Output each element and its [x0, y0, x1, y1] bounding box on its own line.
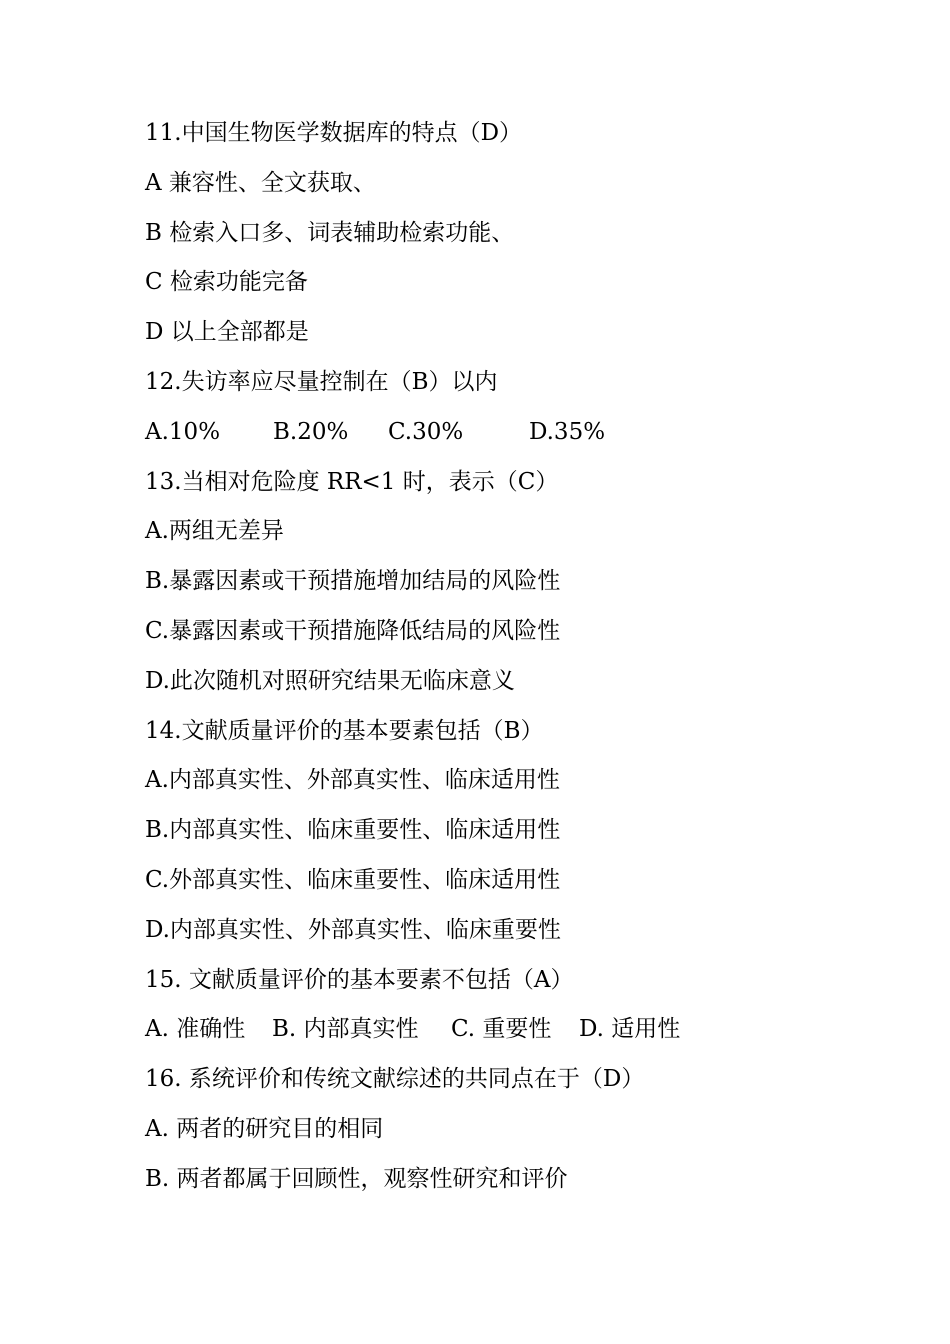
option-12-a: A.10%: [145, 418, 221, 445]
option-16-a: A. 两者的研究目的相同: [145, 1115, 384, 1142]
option-14-b: B.内部真实性、临床重要性、临床适用性: [145, 817, 561, 844]
option-11-d: D 以上全部都是: [145, 319, 309, 346]
option-13-b: B.暴露因素或干预措施增加结局的风险性: [145, 568, 561, 595]
option-12-c: C.30%: [388, 418, 464, 445]
option-14-c: C.外部真实性、临床重要性、临床适用性: [145, 866, 561, 893]
question-12: 12.失访率应尽量控制在（B）以内: [145, 368, 498, 395]
option-13-a: A.两组无差异: [145, 518, 284, 545]
question-16: 16. 系统评价和传统文献综述的共同点在于（D）: [145, 1066, 645, 1093]
option-11-a: A 兼容性、全文获取、: [145, 169, 376, 196]
option-14-a: A.内部真实性、外部真实性、临床适用性: [145, 767, 560, 794]
options-15: [145, 1005, 845, 1055]
question-15: 15. 文献质量评价的基本要素不包括（A）: [145, 966, 574, 993]
option-11-b: B 检索入口多、词表辅助检索功能、: [145, 219, 515, 246]
option-15-a: A. 准确性: [145, 1016, 246, 1043]
option-13-d: D.此次随机对照研究结果无临床意义: [145, 667, 515, 694]
option-16-b: B. 两者都属于回顾性，观察性研究和评价: [145, 1165, 568, 1192]
options-12: [145, 408, 845, 458]
option-11-c: C 检索功能完备: [145, 269, 308, 296]
option-12-d: D.35%: [529, 418, 606, 445]
option-12-b: B.20%: [273, 418, 349, 445]
document-body: [145, 109, 845, 1205]
question-14: 14.文献质量评价的基本要素包括（B）: [145, 717, 544, 744]
option-15-d: D. 适用性: [579, 1016, 681, 1043]
option-14-d: D.内部真实性、外部真实性、临床重要性: [145, 916, 561, 943]
option-13-c: C.暴露因素或干预措施降低结局的风险性: [145, 617, 561, 644]
question-11: 11.中国生物医学数据库的特点（D）: [145, 120, 523, 146]
option-15-c: C. 重要性: [451, 1016, 552, 1043]
question-13: 13.当相对危险度 RR<1 时，表示（C）: [145, 468, 559, 495]
option-15-b: B. 内部真实性: [272, 1016, 419, 1043]
